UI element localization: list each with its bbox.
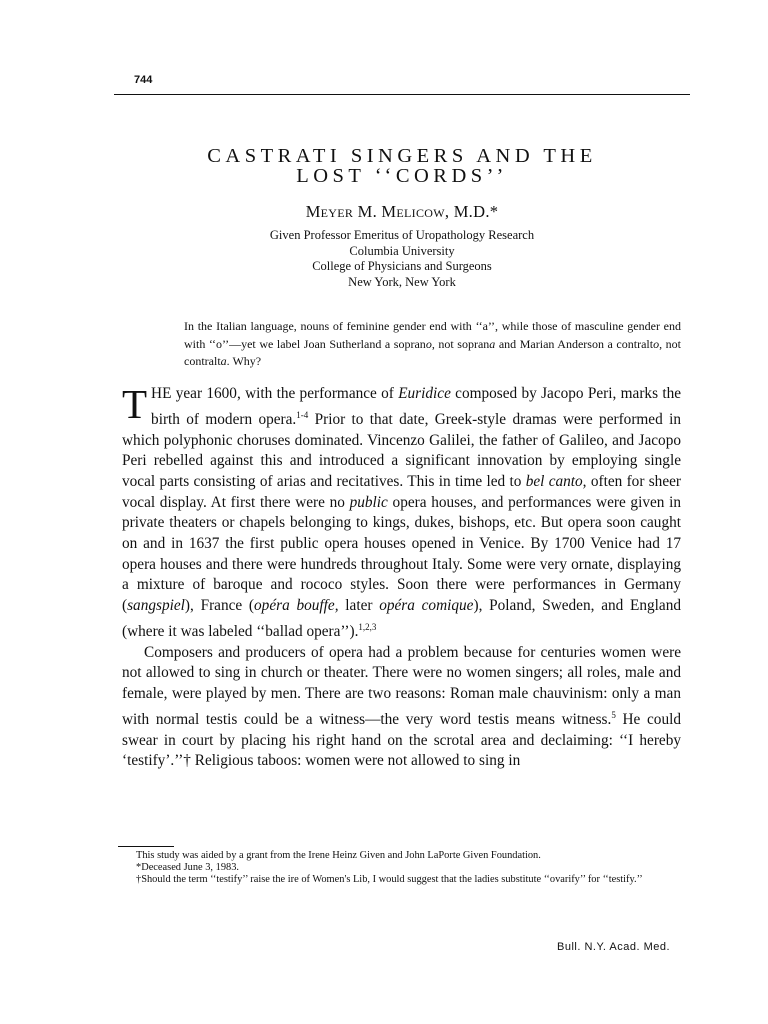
citation: 1,2,3 (358, 621, 377, 632)
body-paragraph-2: Composers and producers of opera had a problem because for centuries women were not allowed to sing in church or theater. There were no women singers; all roles, male and female, were played by men. There are two reasons: Roman male chauvinism: only a man with normal testis could be a witness—the very word testis means witness.$^5$ He could swear in court by placing his right hand on the scrotal area and declaiming: ‘‘I hereby ‘testify’.’’† Religious taboos: women were not allowed to sing in (122, 643, 681, 770)
affiliation-line: Columbia University (349, 243, 455, 258)
author-affiliation (120, 228, 684, 290)
journal-reference: Bull. N.Y. Acad. Med. (557, 941, 671, 953)
header-rule (114, 94, 690, 95)
affiliation-line: College of Physicians and Surgeons (312, 259, 492, 273)
footnote-funding: This study was aided by a grant from the Irene Heinz Given and John LaPorte Given Foundation. (136, 850, 541, 861)
body-paragraph-1: THE year 1600, with the performance of Euridice composed by Jacopo Peri, marks the birth of modern opera.$^{1-4}$ Prior to that date, Greek-style dramas were performed in which polyphonic choruses dominated. Vincenzo Galilei, the father of Galileo, and Jacopo Peri rebelled against this and introduced a significant innovation by employing single vocal parts consisting of arias and recitatives. This in time led to bel canto, often for sheer vocal display. At first there were no public opera houses, and performances were given in private theaters or chapels belonging to kings, dukes, bishops, etc. But opera soon caught on and in 1637 the first public opera houses opened in Venice. By 1700 Venice had 17 opera houses and there were hundreds throughout Italy. Some were very ornate, displaying a mixture of baroque and rococo styles. Soon there were performances in Germany (sangspiel), France (opéra bouffe, later opéra comique), Poland, Sweden, and England (where it was labeled ‘‘ballad opera’’).$^{1,2,3}$ (122, 381, 682, 640)
affiliation-line: New York, New York (348, 274, 456, 289)
footnote-deceased: *Deceased June 3, 1983. (136, 861, 240, 873)
affiliation-line: Given Professor Emeritus of Uropathology Research (269, 228, 535, 242)
footnote-testify: †Should the term ‘‘testify’’ raise the ire of Women's Lib, I would suggest that the ladies substitute ‘‘ovarify’’ for ‘‘testify.’’ (136, 873, 643, 885)
citation: 1-4 (296, 409, 309, 420)
drop-cap: T (122, 381, 148, 427)
citation: 5 (611, 709, 616, 720)
title-line-2: LOST ‘‘CORDS’’ (296, 165, 508, 187)
epigraph: In the Italian language, nouns of feminine gender end with ‘‘a’’, while those of masculine gender end with ‘‘o’’—yet we label Joan Sutherland a soprano, not soprana and Marian Anderson a contralto, not contralta. Why? (184, 319, 681, 368)
footnotes (122, 850, 682, 885)
footnote-rule (118, 846, 174, 847)
author-name: Meyer M. Melicow, M.D.* (305, 202, 499, 221)
title-line-1: CASTRATI SINGERS AND THE (207, 145, 597, 167)
article-title (120, 146, 684, 186)
page-number: 744 (134, 74, 153, 86)
article-body (122, 381, 682, 772)
